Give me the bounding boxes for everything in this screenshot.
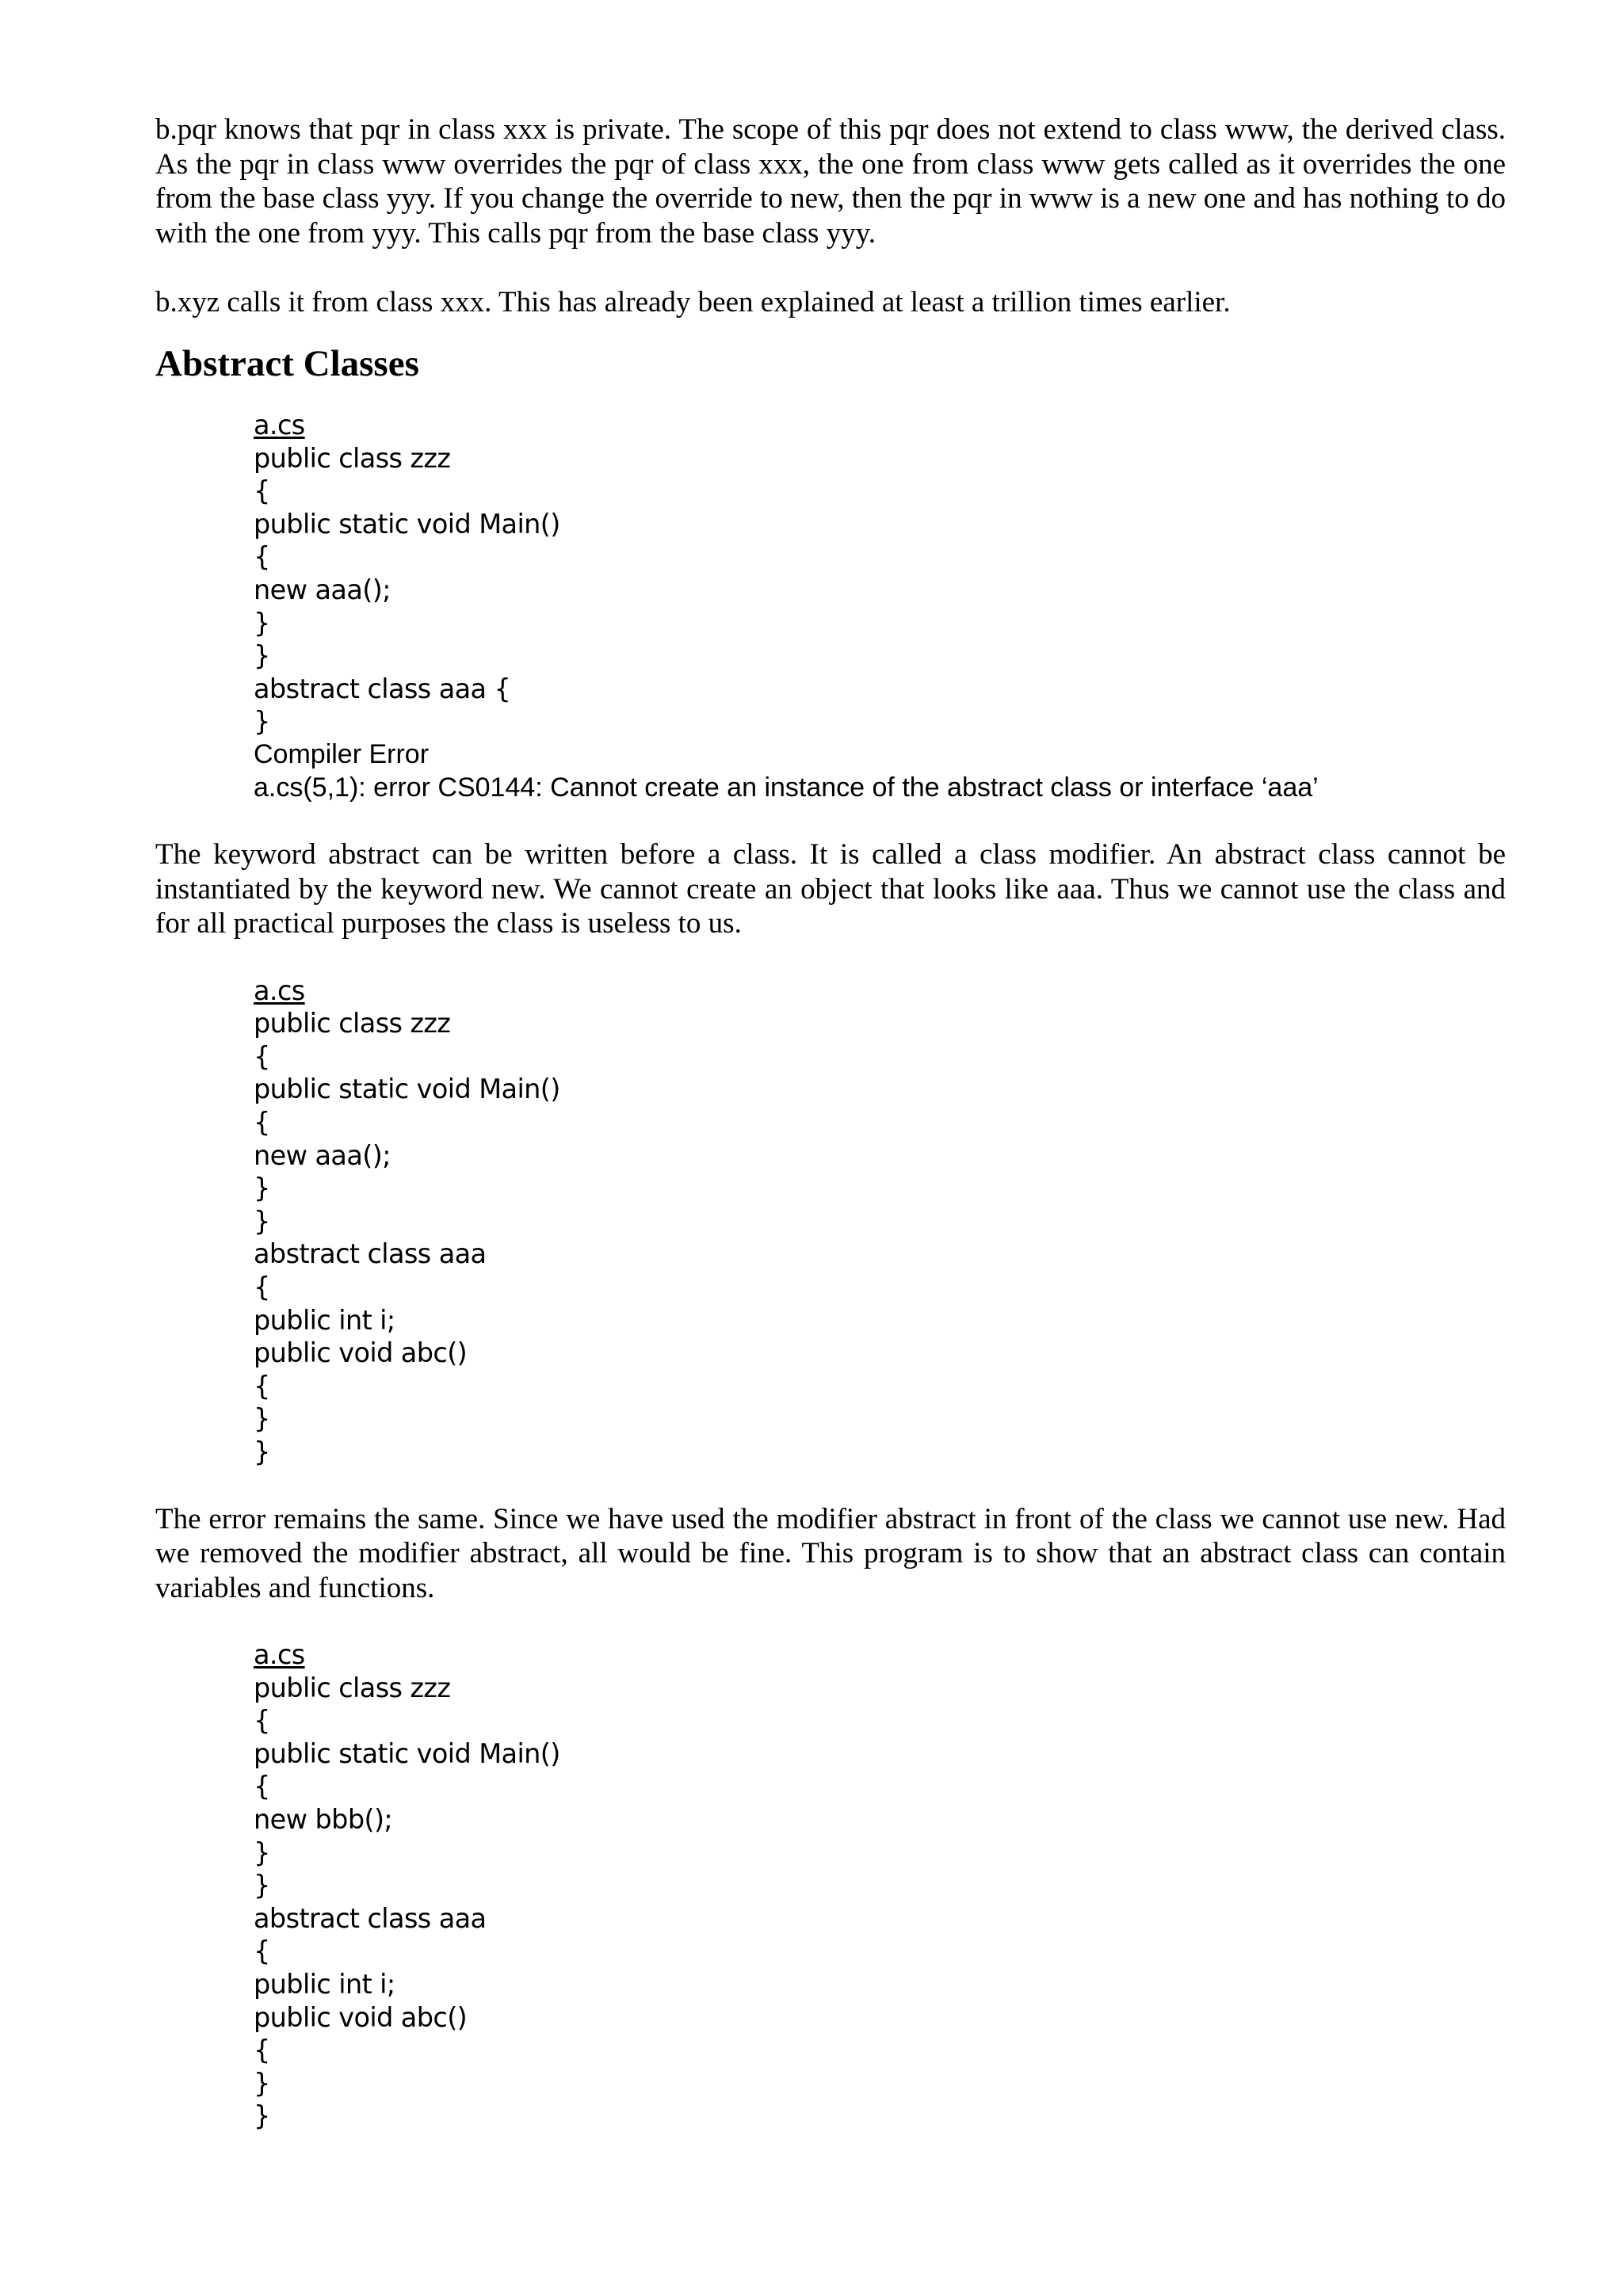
code-line: } (254, 640, 270, 672)
code-line: } (254, 1205, 270, 1237)
section-heading: Abstract Classes (155, 343, 419, 384)
code-line: } (254, 1836, 270, 1868)
code-line: { (254, 1040, 270, 1072)
code-line: { (254, 475, 270, 507)
code-line: public static void Main() (254, 1074, 560, 1105)
paragraph-pqr-explanation: b.pqr knows that pqr in class xxx is private. The scope of this pqr does not extend to class www, the derived class. As the pqr in class www overrides the pqr of class xxx, the one from class www gets called as it overrides the one from the base class yyy. If you change the override to new, then the pqr in www is a new one and has nothing to do with the one from yyy. This calls pqr from the base class yyy. (155, 113, 1506, 250)
code-filename: a.cs (254, 1639, 305, 1671)
compiler-error-label: Compiler Error (254, 738, 430, 769)
code-line: { (254, 1771, 270, 1802)
code-line: public class zzz (254, 442, 451, 474)
code-line: new bbb(); (254, 1804, 393, 1835)
code-line: public class zzz (254, 1008, 451, 1039)
code-line: public static void Main() (254, 1737, 560, 1769)
code-line: } (254, 2100, 270, 2132)
document-page (155, 113, 1506, 2133)
code-line: { (254, 541, 270, 573)
paragraph-xyz-explanation: b.xyz calls it from class xxx. This has already been explained at least a trillion times earlier. (155, 285, 1231, 318)
code-line: } (254, 1173, 270, 1204)
code-line: abstract class aaa { (254, 673, 511, 704)
code-line: public int i; (254, 1304, 395, 1336)
code-line: { (254, 1370, 270, 1402)
code-line: } (254, 607, 270, 639)
code-line: } (254, 706, 270, 738)
code-line: public int i; (254, 1968, 395, 2000)
code-block-2 (254, 974, 1506, 1469)
code-line: new aaa(); (254, 574, 391, 605)
code-line: public class zzz (254, 1672, 451, 1703)
code-line: abstract class aaa (254, 1902, 487, 1934)
code-block-1 (254, 409, 1506, 804)
code-line: { (254, 1271, 270, 1302)
code-filename: a.cs (254, 410, 305, 441)
code-line: public void abc() (254, 2001, 468, 2033)
code-line: abstract class aaa (254, 1238, 487, 1270)
code-line: } (254, 1403, 270, 1435)
code-filename: a.cs (254, 974, 305, 1006)
code-line: public void abc() (254, 1337, 468, 1369)
code-line: { (254, 1705, 270, 1737)
code-line: { (254, 1936, 270, 1967)
code-block-3 (254, 1638, 1506, 2133)
code-line: } (254, 1436, 270, 1467)
code-line: } (254, 2067, 270, 2099)
code-line: public static void Main() (254, 508, 560, 540)
code-line: new aaa(); (254, 1139, 391, 1171)
paragraph-error-remains: The error remains the same. Since we have used the modifier abstract in front of the class we cannot use new. Had we removed the modifier abstract, all would be fine. This program is to show that an abstract class can contain variables and functions. (155, 1502, 1506, 1604)
paragraph-abstract-keyword: The keyword abstract can be written before a class. It is called a class modifier. An abstract class cannot be instantiated by the keyword new. We cannot create an object that looks like aaa. Thus we cannot use the class and for all practical purposes the class is useless to us. (155, 838, 1506, 940)
code-line: { (254, 1107, 270, 1138)
compiler-error-message: a.cs(5,1): error CS0144: Cannot create an instance of the abstract class or interface ‘aaa’ (254, 772, 1319, 803)
code-line: } (254, 1870, 270, 1901)
code-line: { (254, 2035, 270, 2066)
